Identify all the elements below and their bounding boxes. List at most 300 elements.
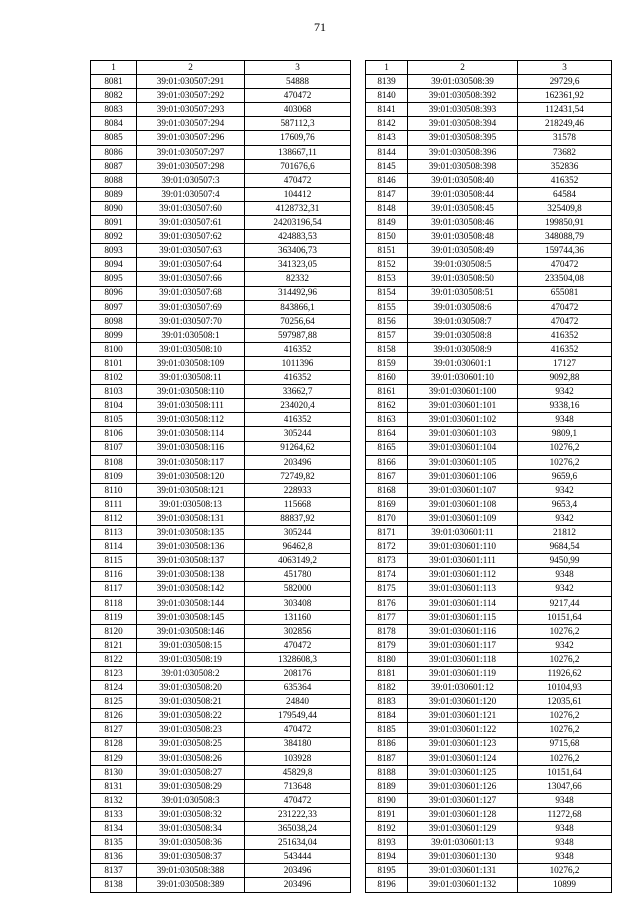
row-number-cell: 8108	[91, 455, 137, 469]
row-number-cell: 8194	[366, 850, 408, 864]
cadastral-number-cell: 39:01:030601:13	[408, 836, 518, 850]
value-cell: 701676,6	[245, 159, 351, 173]
table-row	[91, 793, 351, 807]
table-row	[91, 356, 351, 370]
row-number-cell: 8130	[91, 765, 137, 779]
cadastral-number-cell: 39:01:030508:8	[408, 328, 518, 342]
value-cell: 208176	[245, 667, 351, 681]
cadastral-number-cell: 39:01:030508:392	[408, 89, 518, 103]
table-row	[91, 314, 351, 328]
row-number-cell: 8195	[366, 864, 408, 878]
cadastral-number-cell: 39:01:030508:50	[408, 272, 518, 286]
table-row	[91, 371, 351, 385]
cadastral-number-cell: 39:01:030507:298	[137, 159, 245, 173]
table-row	[366, 230, 612, 244]
row-number-cell: 8081	[91, 75, 137, 89]
value-cell: 11926,62	[518, 667, 612, 681]
row-number-cell: 8112	[91, 512, 137, 526]
cadastral-number-cell: 39:01:030601:115	[408, 610, 518, 624]
cadastral-number-cell: 39:01:030601:106	[408, 469, 518, 483]
row-number-cell: 8137	[91, 864, 137, 878]
cadastral-number-cell: 39:01:030508:20	[137, 681, 245, 695]
cadastral-number-cell: 39:01:030601:11	[408, 526, 518, 540]
value-cell: 9659,6	[518, 469, 612, 483]
value-cell: 203496	[245, 864, 351, 878]
value-cell: 31578	[518, 131, 612, 145]
row-number-cell: 8175	[366, 582, 408, 596]
row-number-cell: 8144	[366, 145, 408, 159]
row-number-cell: 8145	[366, 159, 408, 173]
cadastral-number-cell: 39:01:030508:111	[137, 399, 245, 413]
cadastral-number-cell: 39:01:030507:61	[137, 216, 245, 230]
value-cell: 9342	[518, 582, 612, 596]
cadastral-number-cell: 39:01:030601:130	[408, 850, 518, 864]
table-row	[91, 596, 351, 610]
value-cell: 424883,53	[245, 230, 351, 244]
row-number-cell: 8152	[366, 258, 408, 272]
cadastral-number-cell: 39:01:030508:32	[137, 807, 245, 821]
row-number-cell: 8119	[91, 610, 137, 624]
value-cell: 234020,4	[245, 399, 351, 413]
table-row	[366, 385, 612, 399]
value-cell: 17609,76	[245, 131, 351, 145]
row-number-cell: 8157	[366, 328, 408, 342]
row-number-cell: 8125	[91, 695, 137, 709]
cadastral-number-cell: 39:01:030507:68	[137, 286, 245, 300]
value-cell: 10276,2	[518, 723, 612, 737]
row-number-cell: 8193	[366, 836, 408, 850]
value-cell: 70256,64	[245, 314, 351, 328]
table-row	[91, 836, 351, 850]
row-number-cell: 8102	[91, 371, 137, 385]
value-cell: 1328608,3	[245, 652, 351, 666]
table-row	[91, 117, 351, 131]
cadastral-number-cell: 39:01:030601:119	[408, 667, 518, 681]
row-number-cell: 8132	[91, 793, 137, 807]
row-number-cell: 8160	[366, 371, 408, 385]
value-cell: 9348	[518, 836, 612, 850]
value-cell: 305244	[245, 427, 351, 441]
cadastral-number-cell: 39:01:030508:49	[408, 244, 518, 258]
value-cell: 341323,05	[245, 258, 351, 272]
value-cell: 314492,96	[245, 286, 351, 300]
row-number-cell: 8093	[91, 244, 137, 258]
table-row	[366, 864, 612, 878]
value-cell: 233504,08	[518, 272, 612, 286]
cadastral-number-cell: 39:01:030508:137	[137, 554, 245, 568]
cadastral-number-cell: 39:01:030508:25	[137, 737, 245, 751]
row-number-cell: 8113	[91, 526, 137, 540]
row-number-cell: 8191	[366, 807, 408, 821]
cadastral-number-cell: 39:01:030508:40	[408, 173, 518, 187]
value-cell: 9338,16	[518, 399, 612, 413]
table-row	[366, 117, 612, 131]
cadastral-number-cell: 39:01:030507:66	[137, 272, 245, 286]
value-cell: 10276,2	[518, 864, 612, 878]
table-row	[366, 540, 612, 554]
table-row	[366, 568, 612, 582]
cadastral-number-cell: 39:01:030507:291	[137, 75, 245, 89]
cadastral-number-cell: 39:01:030508:396	[408, 145, 518, 159]
table-row	[91, 779, 351, 793]
cadastral-number-cell: 39:01:030508:109	[137, 356, 245, 370]
value-cell: 11272,68	[518, 807, 612, 821]
cadastral-number-cell: 39:01:030601:118	[408, 652, 518, 666]
table-row	[366, 103, 612, 117]
value-cell: 162361,92	[518, 89, 612, 103]
row-number-cell: 8161	[366, 385, 408, 399]
cadastral-number-cell: 39:01:030508:11	[137, 371, 245, 385]
table-row	[91, 385, 351, 399]
table-row	[91, 244, 351, 258]
cadastral-number-cell: 39:01:030508:22	[137, 709, 245, 723]
row-number-cell: 8168	[366, 483, 408, 497]
left-table	[90, 60, 351, 893]
row-number-cell: 8177	[366, 610, 408, 624]
row-number-cell: 8084	[91, 117, 137, 131]
row-number-cell: 8092	[91, 230, 137, 244]
cadastral-number-cell: 39:01:030507:292	[137, 89, 245, 103]
cadastral-number-cell: 39:01:030601:121	[408, 709, 518, 723]
value-cell: 131160	[245, 610, 351, 624]
table-row	[366, 258, 612, 272]
row-number-cell: 8187	[366, 751, 408, 765]
table-row	[91, 610, 351, 624]
table-row	[366, 286, 612, 300]
left-table-body	[91, 75, 351, 892]
table-row	[91, 540, 351, 554]
cadastral-number-cell: 39:01:030508:34	[137, 822, 245, 836]
cadastral-number-cell: 39:01:030508:36	[137, 836, 245, 850]
cadastral-number-cell: 39:01:030508:46	[408, 216, 518, 230]
row-number-cell: 8153	[366, 272, 408, 286]
row-number-cell: 8164	[366, 427, 408, 441]
value-cell: 470472	[518, 314, 612, 328]
value-cell: 9348	[518, 568, 612, 582]
row-number-cell: 8114	[91, 540, 137, 554]
value-cell: 96462,8	[245, 540, 351, 554]
table-row	[91, 709, 351, 723]
cadastral-number-cell: 39:01:030601:129	[408, 822, 518, 836]
cadastral-number-cell: 39:01:030601:100	[408, 385, 518, 399]
cadastral-number-cell: 39:01:030601:110	[408, 540, 518, 554]
row-number-cell: 8140	[366, 89, 408, 103]
cadastral-number-cell: 39:01:030508:146	[137, 624, 245, 638]
cadastral-number-cell: 39:01:030508:121	[137, 483, 245, 497]
table-row	[366, 526, 612, 540]
table-row	[366, 483, 612, 497]
cadastral-number-cell: 39:01:030601:109	[408, 512, 518, 526]
value-cell: 713648	[245, 779, 351, 793]
row-number-cell: 8107	[91, 441, 137, 455]
table-row	[366, 554, 612, 568]
row-number-cell: 8116	[91, 568, 137, 582]
value-cell: 10276,2	[518, 441, 612, 455]
table-row	[91, 145, 351, 159]
cadastral-number-cell: 39:01:030508:393	[408, 103, 518, 117]
table-row	[366, 695, 612, 709]
cadastral-number-cell: 39:01:030508:9	[408, 342, 518, 356]
value-cell: 9348	[518, 850, 612, 864]
cadastral-number-cell: 39:01:030507:3	[137, 173, 245, 187]
cadastral-number-cell: 39:01:030601:1	[408, 356, 518, 370]
value-cell: 305244	[245, 526, 351, 540]
cadastral-number-cell: 39:01:030508:120	[137, 469, 245, 483]
table-row	[91, 286, 351, 300]
row-number-cell: 8098	[91, 314, 137, 328]
table-row	[366, 314, 612, 328]
table-row	[366, 173, 612, 187]
table-row	[366, 850, 612, 864]
table-row	[91, 300, 351, 314]
row-number-cell: 8085	[91, 131, 137, 145]
table-row	[91, 667, 351, 681]
value-cell: 587112,3	[245, 117, 351, 131]
table-row	[91, 624, 351, 638]
value-cell: 635364	[245, 681, 351, 695]
table-row	[91, 822, 351, 836]
cadastral-number-cell: 39:01:030508:45	[408, 201, 518, 215]
cadastral-number-cell: 39:01:030601:111	[408, 554, 518, 568]
cadastral-number-cell: 39:01:030601:122	[408, 723, 518, 737]
row-number-cell: 8120	[91, 624, 137, 638]
cadastral-number-cell: 39:01:030508:19	[137, 652, 245, 666]
row-number-cell: 8148	[366, 201, 408, 215]
cadastral-number-cell: 39:01:030601:117	[408, 638, 518, 652]
table-row	[91, 737, 351, 751]
table-row	[91, 497, 351, 511]
row-number-cell: 8099	[91, 328, 137, 342]
cadastral-number-cell: 39:01:030508:15	[137, 638, 245, 652]
table-row	[91, 582, 351, 596]
table-row	[366, 216, 612, 230]
value-cell: 218249,46	[518, 117, 612, 131]
cadastral-number-cell: 39:01:030507:62	[137, 230, 245, 244]
table-row	[91, 89, 351, 103]
table-row	[91, 159, 351, 173]
value-cell: 470472	[245, 173, 351, 187]
cadastral-number-cell: 39:01:030601:103	[408, 427, 518, 441]
value-cell: 10276,2	[518, 652, 612, 666]
cadastral-number-cell: 39:01:030507:4	[137, 187, 245, 201]
value-cell: 416352	[518, 328, 612, 342]
value-cell: 179549,44	[245, 709, 351, 723]
table-row	[366, 822, 612, 836]
value-cell: 597987,88	[245, 328, 351, 342]
value-cell: 9342	[518, 512, 612, 526]
value-cell: 416352	[518, 173, 612, 187]
table-row	[366, 413, 612, 427]
value-cell: 228933	[245, 483, 351, 497]
cadastral-number-cell: 39:01:030508:3	[137, 793, 245, 807]
row-number-cell: 8180	[366, 652, 408, 666]
row-number-cell: 8091	[91, 216, 137, 230]
row-number-cell: 8181	[366, 667, 408, 681]
table-row	[366, 371, 612, 385]
table-row	[91, 681, 351, 695]
row-number-cell: 8141	[366, 103, 408, 117]
value-cell: 104412	[245, 187, 351, 201]
value-cell: 470472	[518, 258, 612, 272]
table-row	[366, 201, 612, 215]
table-row	[91, 864, 351, 878]
table-row	[91, 638, 351, 652]
cadastral-number-cell: 39:01:030601:120	[408, 695, 518, 709]
table-row	[366, 709, 612, 723]
value-cell: 112431,54	[518, 103, 612, 117]
value-cell: 54888	[245, 75, 351, 89]
row-number-cell: 8126	[91, 709, 137, 723]
table-row	[366, 765, 612, 779]
table-row	[366, 681, 612, 695]
cadastral-number-cell: 39:01:030508:114	[137, 427, 245, 441]
header-cell: 2	[137, 61, 245, 75]
value-cell: 9684,54	[518, 540, 612, 554]
value-cell: 10899	[518, 878, 612, 892]
cadastral-number-cell: 39:01:030508:117	[137, 455, 245, 469]
row-number-cell: 8174	[366, 568, 408, 582]
table-row	[366, 737, 612, 751]
value-cell: 10151,64	[518, 765, 612, 779]
value-cell: 103928	[245, 751, 351, 765]
table-row	[366, 779, 612, 793]
cadastral-number-cell: 39:01:030601:10	[408, 371, 518, 385]
cadastral-number-cell: 39:01:030508:394	[408, 117, 518, 131]
value-cell: 365038,24	[245, 822, 351, 836]
value-cell: 24203196,54	[245, 216, 351, 230]
cadastral-number-cell: 39:01:030508:112	[137, 413, 245, 427]
cadastral-number-cell: 39:01:030508:116	[137, 441, 245, 455]
value-cell: 9653,4	[518, 497, 612, 511]
row-number-cell: 8150	[366, 230, 408, 244]
table-row	[91, 75, 351, 89]
table-row	[366, 793, 612, 807]
header-cell: 3	[245, 61, 351, 75]
cadastral-number-cell: 39:01:030508:131	[137, 512, 245, 526]
value-cell: 470472	[245, 793, 351, 807]
table-row	[366, 131, 612, 145]
value-cell: 303408	[245, 596, 351, 610]
table-row	[366, 652, 612, 666]
cadastral-number-cell: 39:01:030508:39	[408, 75, 518, 89]
value-cell: 1011396	[245, 356, 351, 370]
table-row	[91, 554, 351, 568]
cadastral-number-cell: 39:01:030507:294	[137, 117, 245, 131]
cadastral-number-cell: 39:01:030508:27	[137, 765, 245, 779]
row-number-cell: 8094	[91, 258, 137, 272]
row-number-cell: 8142	[366, 117, 408, 131]
header-cell: 2	[408, 61, 518, 75]
table-row	[366, 610, 612, 624]
value-cell: 543444	[245, 850, 351, 864]
row-number-cell: 8123	[91, 667, 137, 681]
row-number-cell: 8190	[366, 793, 408, 807]
table-row	[91, 765, 351, 779]
cadastral-number-cell: 39:01:030508:26	[137, 751, 245, 765]
value-cell: 470472	[518, 300, 612, 314]
cadastral-number-cell: 39:01:030507:70	[137, 314, 245, 328]
table-row	[366, 187, 612, 201]
cadastral-number-cell: 39:01:030601:127	[408, 793, 518, 807]
cadastral-number-cell: 39:01:030601:105	[408, 455, 518, 469]
table-row	[366, 836, 612, 850]
row-number-cell: 8133	[91, 807, 137, 821]
row-number-cell: 8170	[366, 512, 408, 526]
table-row	[366, 667, 612, 681]
cadastral-number-cell: 39:01:030601:113	[408, 582, 518, 596]
row-number-cell: 8082	[91, 89, 137, 103]
table-row	[91, 230, 351, 244]
value-cell: 21812	[518, 526, 612, 540]
value-cell: 348088,79	[518, 230, 612, 244]
row-number-cell: 8171	[366, 526, 408, 540]
table-row	[366, 89, 612, 103]
value-cell: 10276,2	[518, 624, 612, 638]
value-cell: 13047,66	[518, 779, 612, 793]
value-cell: 138667,11	[245, 145, 351, 159]
value-cell: 9342	[518, 385, 612, 399]
table-header-row	[91, 61, 351, 75]
row-number-cell: 8110	[91, 483, 137, 497]
row-number-cell: 8159	[366, 356, 408, 370]
value-cell: 470472	[245, 723, 351, 737]
cadastral-number-cell: 39:01:030508:135	[137, 526, 245, 540]
row-number-cell: 8083	[91, 103, 137, 117]
value-cell: 9715,68	[518, 737, 612, 751]
value-cell: 9342	[518, 483, 612, 497]
cadastral-number-cell: 39:01:030507:63	[137, 244, 245, 258]
value-cell: 82332	[245, 272, 351, 286]
value-cell: 9809,1	[518, 427, 612, 441]
value-cell: 302856	[245, 624, 351, 638]
value-cell: 9092,88	[518, 371, 612, 385]
cadastral-number-cell: 39:01:030508:136	[137, 540, 245, 554]
table-row	[366, 342, 612, 356]
value-cell: 203496	[245, 455, 351, 469]
row-number-cell: 8138	[91, 878, 137, 892]
table-row	[91, 131, 351, 145]
value-cell: 4063149,2	[245, 554, 351, 568]
value-cell: 72749,82	[245, 469, 351, 483]
value-cell: 17127	[518, 356, 612, 370]
value-cell: 451780	[245, 568, 351, 582]
row-number-cell: 8088	[91, 173, 137, 187]
table-row	[91, 695, 351, 709]
value-cell: 64584	[518, 187, 612, 201]
table-row	[91, 173, 351, 187]
table-row	[91, 201, 351, 215]
value-cell: 9217,44	[518, 596, 612, 610]
cadastral-number-cell: 39:01:030507:60	[137, 201, 245, 215]
value-cell: 470472	[245, 89, 351, 103]
cadastral-number-cell: 39:01:030508:48	[408, 230, 518, 244]
table-row	[366, 723, 612, 737]
table-row	[91, 187, 351, 201]
table-row	[91, 441, 351, 455]
value-cell: 655081	[518, 286, 612, 300]
value-cell: 199850,91	[518, 216, 612, 230]
row-number-cell: 8129	[91, 751, 137, 765]
row-number-cell: 8111	[91, 497, 137, 511]
value-cell: 9450,99	[518, 554, 612, 568]
table-row	[366, 244, 612, 258]
row-number-cell: 8167	[366, 469, 408, 483]
cadastral-number-cell: 39:01:030601:124	[408, 751, 518, 765]
value-cell: 91264,62	[245, 441, 351, 455]
cadastral-number-cell: 39:01:030601:107	[408, 483, 518, 497]
cadastral-number-cell: 39:01:030507:297	[137, 145, 245, 159]
cadastral-number-cell: 39:01:030601:112	[408, 568, 518, 582]
